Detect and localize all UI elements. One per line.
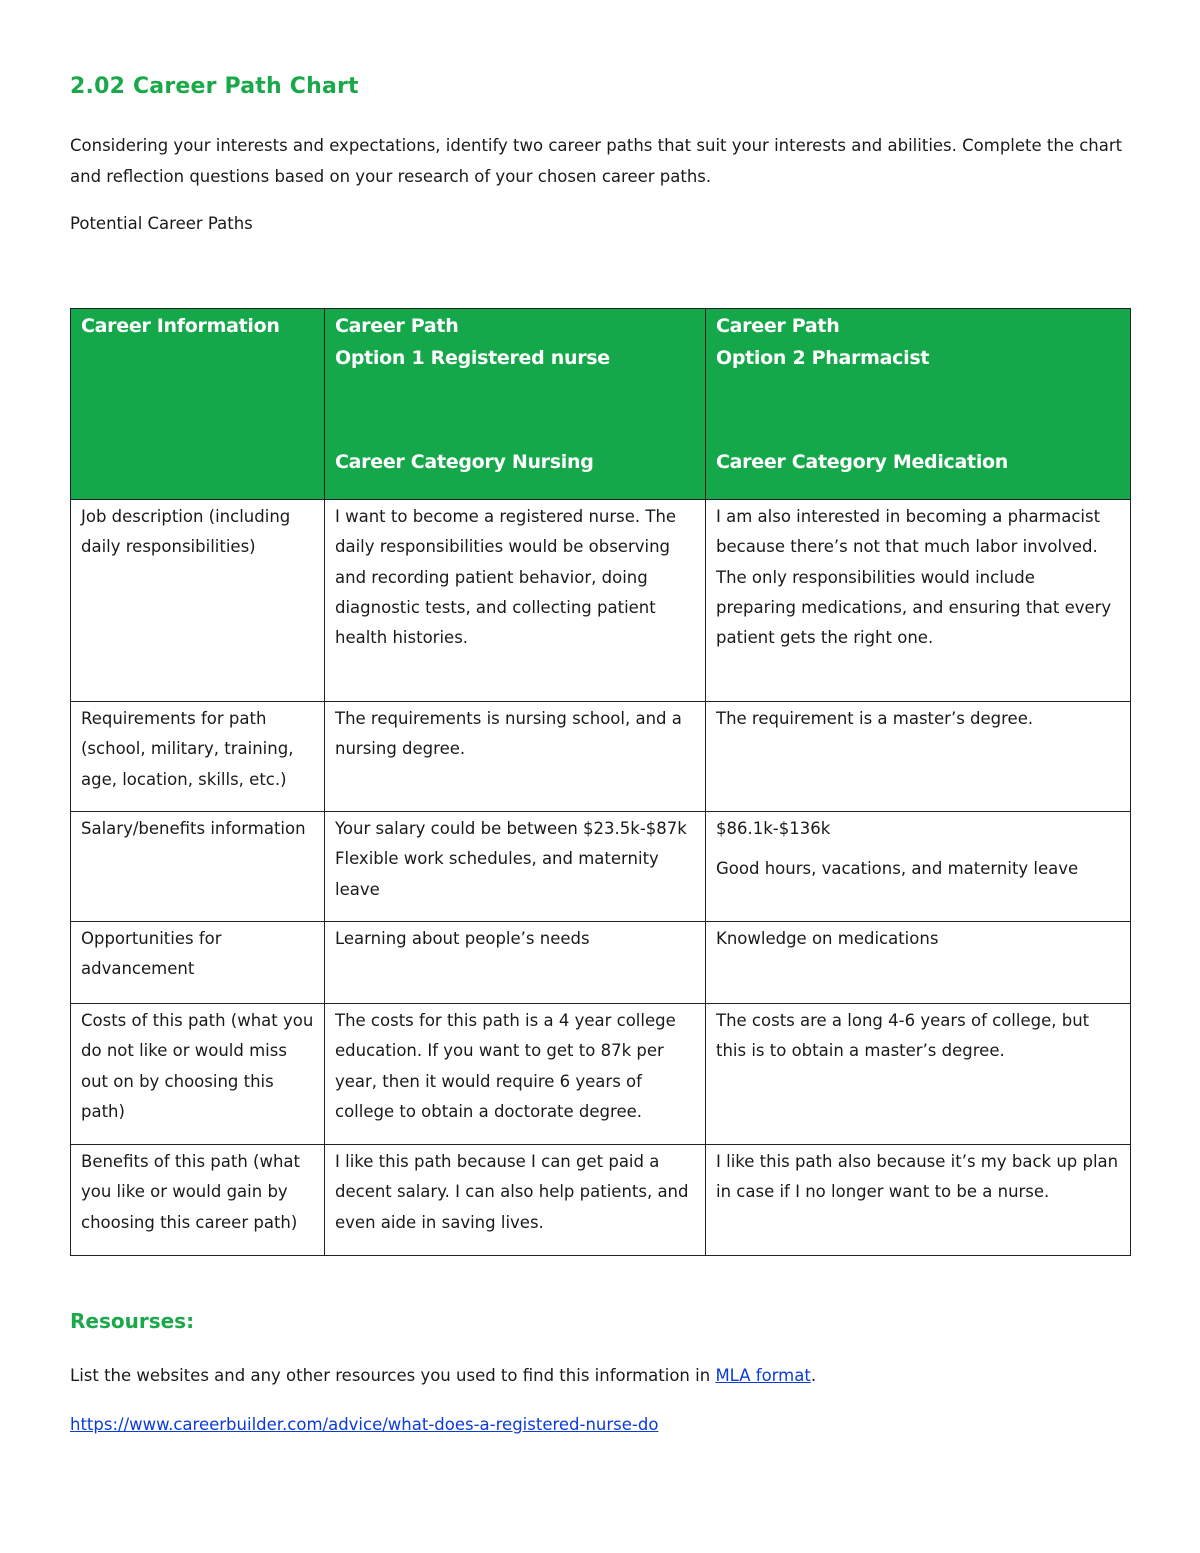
row-option2: Knowledge on medications <box>706 922 1131 1004</box>
row-label: Salary/benefits information <box>71 812 325 922</box>
row-option2: The costs are a long 4-6 years of college, but this is to obtain a master’s degree. <box>706 1004 1131 1145</box>
table-row <box>71 1145 1131 1256</box>
table-header-row <box>71 309 1131 500</box>
resources-title: Resourses: <box>70 1309 195 1333</box>
row-label: Job description (including daily responsibilities) <box>71 500 325 702</box>
row-option1: Learning about people’s needs <box>325 922 706 1004</box>
header-col3-line2: Option 2 Pharmacist <box>716 347 930 369</box>
header-col3-line1: Career Path <box>716 315 840 337</box>
row-option1: Your salary could be between $23.5k-$87k Flexible work schedules, and maternity leave <box>325 812 706 922</box>
row-option1: The costs for this path is a 4 year college education. If you want to get to 87k per year, then it would require 6 years of college to obtain a doctorate degree. <box>325 1004 706 1145</box>
row-option2: The requirement is a master’s degree. <box>706 702 1131 812</box>
table-row <box>71 500 1131 702</box>
table-row <box>71 812 1131 922</box>
table-row <box>71 922 1131 1004</box>
page-title: 2.02 Career Path Chart <box>70 74 359 99</box>
mla-format-link[interactable]: MLA format <box>715 1366 811 1385</box>
row-option2: I am also interested in becoming a pharmacist because there’s not that much labor involved. The only responsibilities would include preparing medications, and ensuring that every patient gets the right one. <box>706 500 1131 702</box>
row-label: Opportunities for advancement <box>71 922 325 1004</box>
row-option1: The requirements is nursing school, and a nursing degree. <box>325 702 706 812</box>
row-option1: I like this path because I can get paid a decent salary. I can also help patients, and even aide in saving lives. <box>325 1145 706 1256</box>
row-option2: I like this path also because it’s my back up plan in case if I no longer want to be a nurse. <box>706 1145 1131 1256</box>
header-col2-line2: Option 1 Registered nurse <box>335 347 610 369</box>
subheading: Potential Career Paths <box>70 214 253 233</box>
header-career-information <box>71 309 325 500</box>
resources-text-after: . <box>810 1366 817 1385</box>
header-col3-category: Career Category Medication <box>716 451 1009 473</box>
intro-paragraph: Considering your interests and expectations, identify two career paths that suit your interests and abilities. Complete the chart and reflection questions based on your research of your chosen career paths. <box>70 136 1123 186</box>
row-label: Requirements for path (school, military, training, age, location, skills, etc.) <box>71 702 325 812</box>
resource-url-line <box>70 1412 658 1438</box>
career-path-table <box>70 308 1131 1256</box>
header-col2-category: Career Category Nursing <box>335 451 594 473</box>
row-label: Costs of this path (what you do not like or would miss out on by choosing this path) <box>71 1004 325 1145</box>
table-row <box>71 1004 1131 1145</box>
header-option-2 <box>706 309 1131 500</box>
careerbuilder-link[interactable]: https://www.careerbuilder.com/advice/what-does-a-registered-nurse-do <box>70 1415 659 1434</box>
table-row <box>71 702 1131 812</box>
row-option2 <box>706 812 1131 922</box>
resources-text-before: List the websites and any other resources you used to find this information in <box>70 1366 716 1385</box>
salary-benefits: Good hours, vacations, and maternity leave <box>716 859 1079 879</box>
resources-instructions <box>70 1363 816 1389</box>
row-label: Benefits of this path (what you like or would gain by choosing this career path) <box>71 1145 325 1256</box>
header-col1-text: Career Information <box>81 315 280 337</box>
row-option1: I want to become a registered nurse. The daily responsibilities would be observing and recording patient behavior, doing diagnostic tests, and collecting patient health histories. <box>325 500 706 702</box>
header-option-1 <box>325 309 706 500</box>
salary-range: $86.1k-$136k <box>716 819 831 838</box>
header-col2-line1: Career Path <box>335 315 459 337</box>
